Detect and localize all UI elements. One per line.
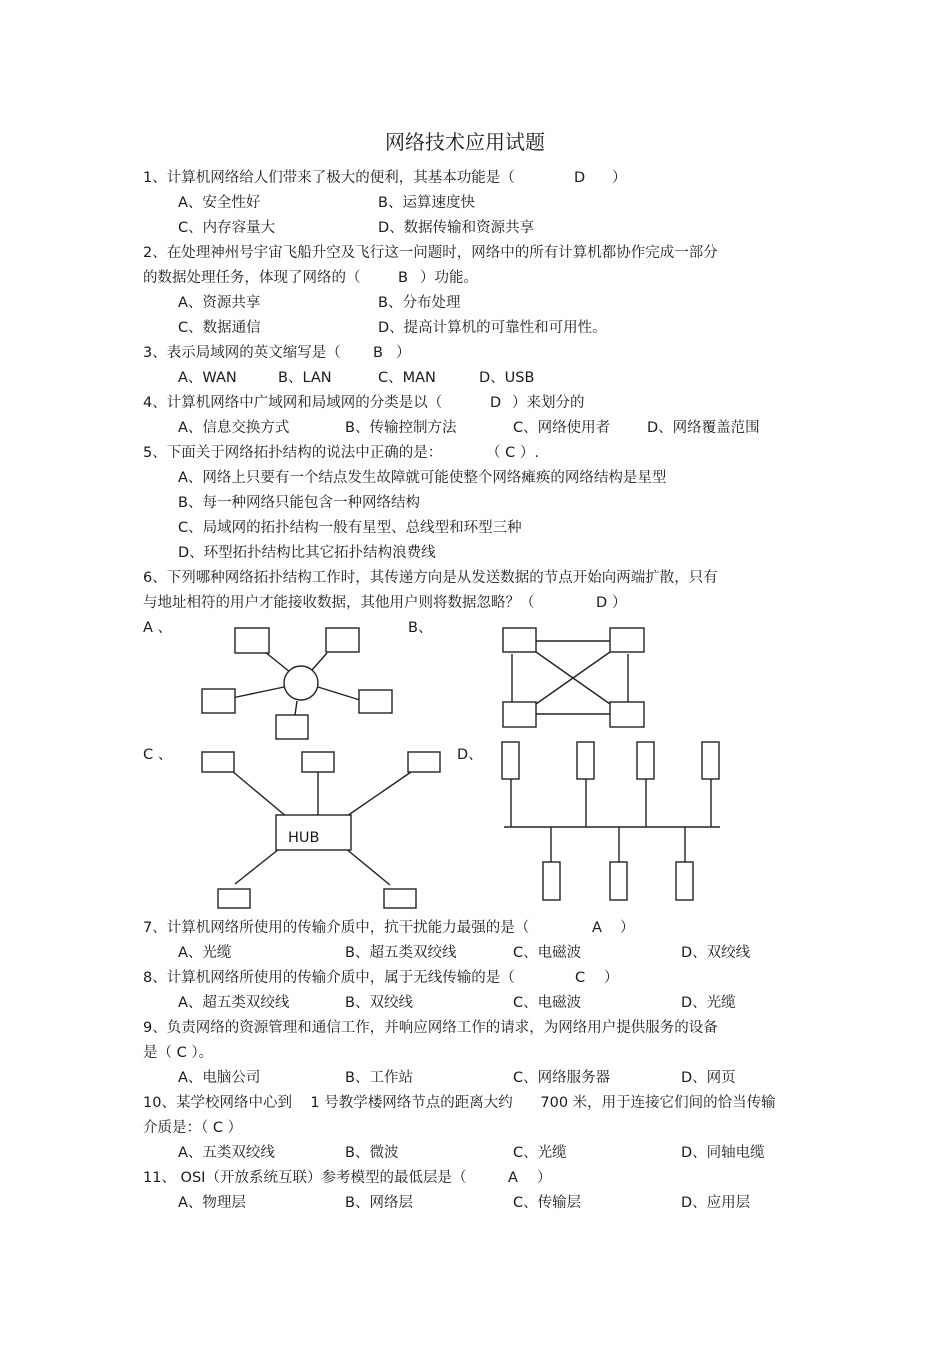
q11-option-a: A、物理层 xyxy=(178,1195,246,1211)
q8-option-d: D、光缆 xyxy=(681,995,736,1011)
q10-option-c: C、光缆 xyxy=(513,1145,567,1161)
q1-answer: D xyxy=(574,170,586,186)
q3-option-d: D、USB xyxy=(479,370,535,386)
q10-option-b: B、微波 xyxy=(345,1145,399,1161)
q4-close: ）来划分的 xyxy=(512,395,585,411)
q9-option-b: B、工作站 xyxy=(345,1070,413,1086)
diagram-c-label: C 、 xyxy=(143,747,173,763)
q3-close: ） xyxy=(396,345,411,361)
q11-option-d: D、应用层 xyxy=(681,1195,751,1211)
q3-option-b: B、LAN xyxy=(278,370,332,386)
diagram-d-label: D、 xyxy=(457,747,483,763)
q6-answer: D xyxy=(596,595,608,611)
q6-stem-line1: 6、下列哪种网络拓扑结构工作时，其传递方向是从发送数据的节点开始向两端扩散，只有 xyxy=(143,570,718,586)
diagram-a-star-topology xyxy=(195,620,405,745)
q4-option-d: D、网络覆盖范围 xyxy=(647,420,760,436)
q3-stem: 3、表示局域网的英文缩写是（ xyxy=(143,345,341,361)
diagram-b-mesh-topology xyxy=(498,622,650,732)
q7-option-d: D、双绞线 xyxy=(681,945,751,961)
q7-close: ） xyxy=(620,920,635,936)
q10-option-a: A、五类双绞线 xyxy=(178,1145,275,1161)
q9-option-d: D、网页 xyxy=(681,1070,736,1086)
q1-option-c: C、内存容量大 xyxy=(178,220,276,236)
q7-option-a: A、光缆 xyxy=(178,945,232,961)
diagram-c-hub-topology xyxy=(195,745,450,910)
q3-answer: B xyxy=(373,345,383,361)
q5-answer: （ C ）. xyxy=(486,445,539,461)
q9-option-c: C、网络服务器 xyxy=(513,1070,611,1086)
q5-option-b: B、每一种网络只能包含一种网络结构 xyxy=(178,495,420,511)
q7-option-c: C、电磁波 xyxy=(513,945,582,961)
q9-option-a: A、电脑公司 xyxy=(178,1070,261,1086)
q8-option-a: A、超五类双绞线 xyxy=(178,995,290,1011)
diagram-b-label: B、 xyxy=(408,620,433,636)
q5-option-a: A、网络上只要有一个结点发生故障就可能使整个网络瘫痪的网络结构是星型 xyxy=(178,470,667,486)
q8-option-c: C、电磁波 xyxy=(513,995,582,1011)
q4-answer: D xyxy=(490,395,502,411)
q9-stem-line2: 是（ C ）。 xyxy=(143,1045,214,1061)
q10-stem-line2: 介质是：（ C ） xyxy=(143,1120,243,1136)
page-title: 网络技术应用试题 xyxy=(385,130,545,154)
q2-answer: B xyxy=(398,270,408,286)
q1-option-d: D、数据传输和资源共享 xyxy=(378,220,535,236)
q3-option-a: A、WAN xyxy=(178,370,237,386)
q8-close: ） xyxy=(604,970,619,986)
q2-stem-line1: 2、在处理神州号宇宙飞船升空及飞行这一问题时，网络中的所有计算机都协作完成一部分 xyxy=(143,245,718,261)
q7-answer: A xyxy=(592,920,602,936)
q6-close: ） xyxy=(612,595,627,611)
q7-option-b: B、超五类双绞线 xyxy=(345,945,457,961)
q10-option-d: D、同轴电缆 xyxy=(681,1145,765,1161)
diagram-a-label: A 、 xyxy=(143,620,173,636)
q11-option-b: B、网络层 xyxy=(345,1195,413,1211)
q4-option-b: B、传输控制方法 xyxy=(345,420,457,436)
q2-option-d: D、提高计算机的可靠性和可用性。 xyxy=(378,320,607,336)
q11-stem: 11、 OSI（开放系统互联）参考模型的最低层是（ xyxy=(143,1170,467,1186)
q2-stem-line2: 的数据处理任务，体现了网络的（ xyxy=(143,270,361,286)
q5-stem: 5、下面关于网络拓扑结构的说法中正确的是： xyxy=(143,445,443,461)
q2-option-b: B、分布处理 xyxy=(378,295,461,311)
q10-stem-line1: 10、某学校网络中心到 1 号教学楼网络节点的距离大约 700 米，用于连接它们间的恰当传输 xyxy=(143,1095,776,1111)
q4-option-a: A、信息交换方式 xyxy=(178,420,290,436)
q8-option-b: B、双绞线 xyxy=(345,995,413,1011)
q3-option-c: C、MAN xyxy=(378,370,436,386)
q5-option-c: C、局域网的拓扑结构一般有星型、总线型和环型三种 xyxy=(178,520,522,536)
q2-close: ）功能。 xyxy=(420,270,478,286)
q2-option-c: C、数据通信 xyxy=(178,320,261,336)
diagram-d-bus-topology xyxy=(498,737,728,907)
q4-option-c: C、网络使用者 xyxy=(513,420,611,436)
q7-stem: 7、计算机网络所使用的传输介质中，抗干扰能力最强的是（ xyxy=(143,920,530,936)
q6-stem-line2: 与地址相符的用户才能接收数据，其他用户则将数据忽略？（ xyxy=(143,595,535,611)
q11-option-c: C、传输层 xyxy=(513,1195,582,1211)
q5-option-d: D、环型拓扑结构比其它拓扑结构浪费线 xyxy=(178,545,436,561)
q8-stem: 8、计算机网络所使用的传输介质中，属于无线传输的是（ xyxy=(143,970,515,986)
q11-close: ） xyxy=(537,1170,552,1186)
q2-option-a: A、资源共享 xyxy=(178,295,261,311)
hub-label: HUB xyxy=(288,830,320,846)
q1-option-b: B、运算速度快 xyxy=(378,195,475,211)
q9-stem-line1: 9、负责网络的资源管理和通信工作，并响应网络工作的请求，为网络用户提供服务的设备 xyxy=(143,1020,718,1036)
q1-close: ） xyxy=(612,170,627,186)
q1-option-a: A、安全性好 xyxy=(178,195,261,211)
q4-stem: 4、计算机网络中广域网和局域网的分类是以（ xyxy=(143,395,443,411)
q8-answer: C xyxy=(575,970,586,986)
q1-stem: 1、计算机网络给人们带来了极大的便利，其基本功能是（ xyxy=(143,170,515,186)
q11-answer: A xyxy=(508,1170,518,1186)
